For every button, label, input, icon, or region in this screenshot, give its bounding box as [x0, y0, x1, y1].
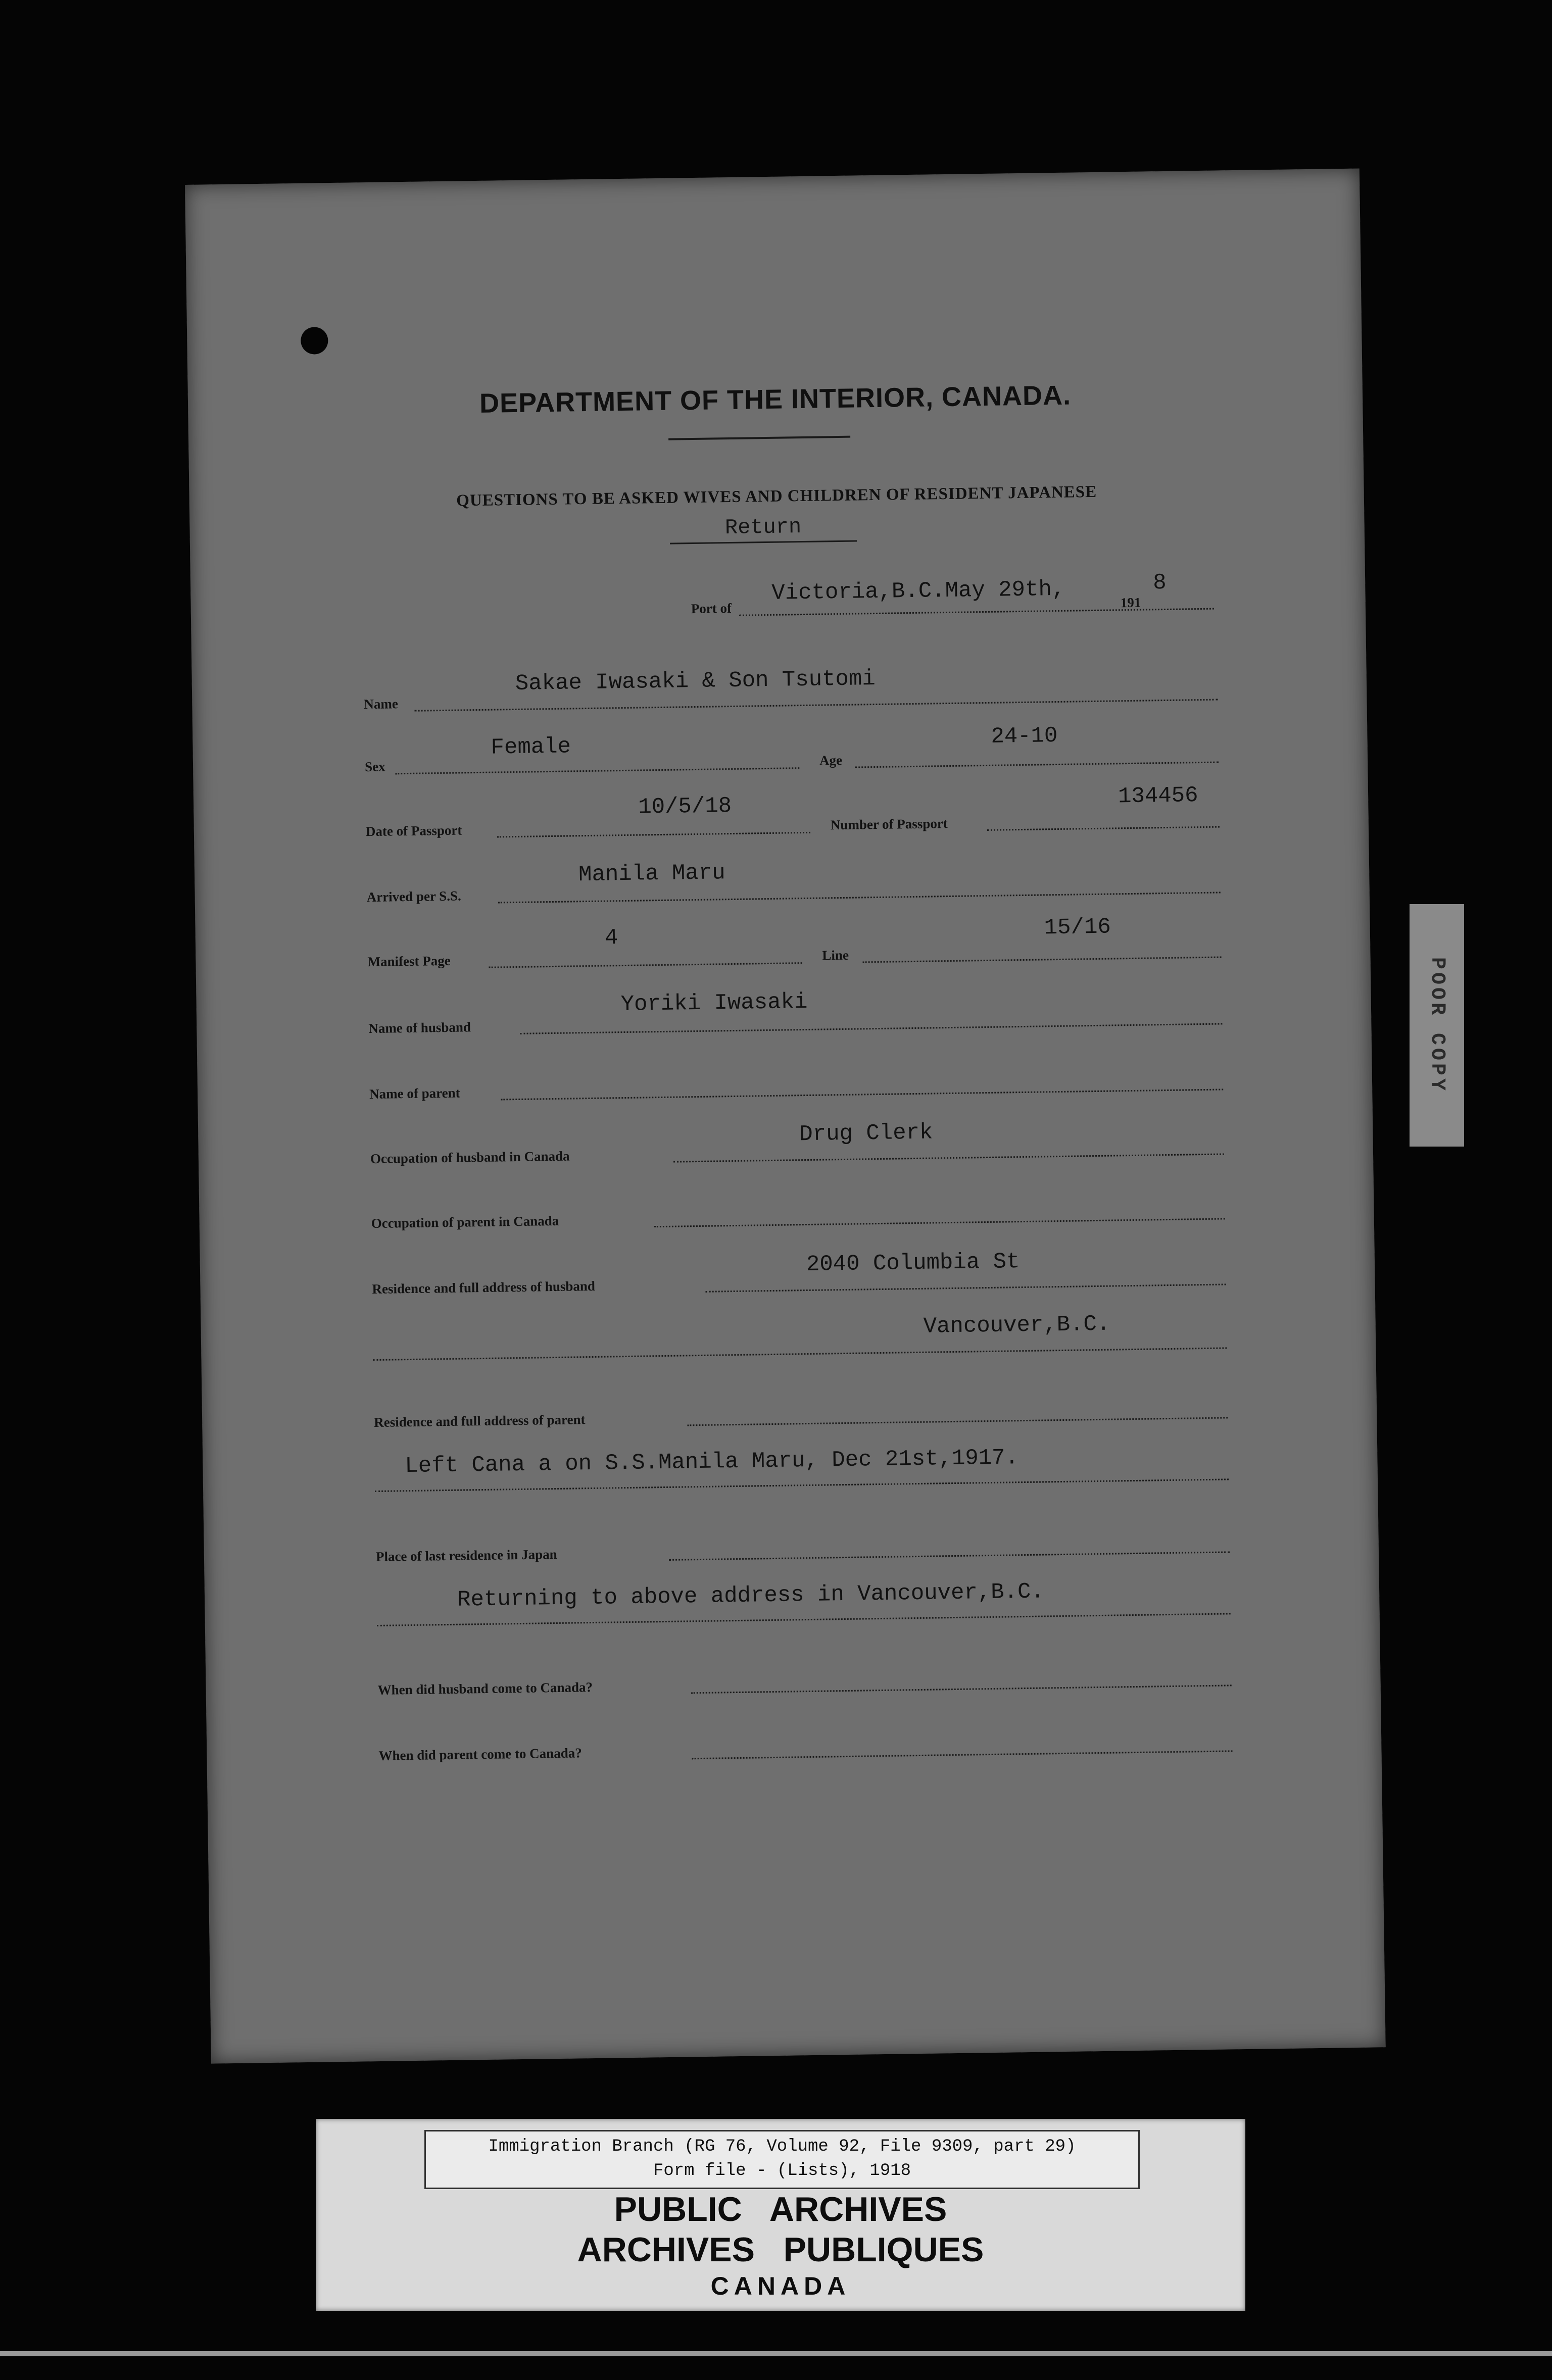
- japan-residence-label: Place of last residence in Japan: [375, 1546, 557, 1564]
- manifest-page-label: Manifest Page: [367, 953, 451, 970]
- port-line: [739, 608, 1214, 616]
- archive-reference: [424, 2130, 1140, 2189]
- husband-residence-value-2: Vancouver,B.C.: [923, 1311, 1110, 1340]
- husband-name-line: [520, 1023, 1223, 1034]
- parent-name-label: Name of parent: [369, 1085, 460, 1102]
- year-suffix: 8: [1152, 570, 1167, 596]
- parent-name-line: [501, 1088, 1223, 1100]
- husband-occupation-value: Drug Clerk: [799, 1120, 933, 1148]
- film-edge: [0, 2351, 1552, 2356]
- sex-label: Sex: [364, 759, 385, 775]
- number-of-passport-label: Number of Passport: [830, 816, 948, 833]
- questions-title: QUESTIONS TO BE ASKED WIVES AND CHILDREN OF RESIDENT JAPANESE: [456, 482, 1097, 510]
- parent-occupation-line: [654, 1218, 1225, 1227]
- port-label: Port of: [691, 600, 732, 617]
- date-of-passport-label: Date of Passport: [365, 822, 462, 839]
- parent-came-line: [692, 1750, 1233, 1759]
- poor-copy-label: POOR COPY: [1410, 904, 1464, 1147]
- archive-reference-line-1: Immigration Branch (RG 76, Volume 92, File 9309, part 29): [488, 2137, 1076, 2156]
- parent-came-label: When did parent come to Canada?: [378, 1745, 582, 1763]
- husband-occupation-line: [673, 1153, 1224, 1162]
- arrived-line: [498, 892, 1221, 904]
- port-value: Victoria,B.C.May 29th,: [771, 576, 1065, 606]
- husband-name-value: Yoriki Iwasaki: [620, 989, 808, 1018]
- year-prefix: 191: [1120, 594, 1141, 611]
- husband-name-label: Name of husband: [368, 1019, 471, 1036]
- name-line: [415, 699, 1218, 712]
- document-page: [185, 169, 1386, 2064]
- parent-residence-value: Left Cana a on S.S.Manila Maru, Dec 21st,1917.: [405, 1445, 1019, 1479]
- japan-residence-line-2: [377, 1613, 1231, 1626]
- date-of-passport-value: 10/5/18: [638, 794, 732, 820]
- age-label: Age: [819, 752, 843, 768]
- archive-reference-line-2: Form file - (Lists), 1918: [653, 2161, 911, 2180]
- manifest-page-value: 4: [604, 925, 618, 951]
- line-line: [863, 957, 1222, 963]
- japan-residence-value: Returning to above address in Vancouver,B.C.: [457, 1579, 1045, 1613]
- husband-residence-line: [706, 1283, 1226, 1292]
- number-of-passport-value: 134456: [1118, 783, 1198, 810]
- manifest-page-line: [489, 962, 802, 968]
- age-line: [855, 762, 1219, 768]
- parent-residence-label: Residence and full address of parent: [374, 1412, 586, 1430]
- punch-hole: [301, 327, 328, 355]
- name-value: Sakae Iwasaki & Son Tsutomi: [515, 666, 876, 697]
- husband-came-label: When did husband come to Canada?: [377, 1679, 593, 1698]
- husband-residence-value: 2040 Columbia St: [806, 1249, 1020, 1278]
- parent-occupation-label: Occupation of parent in Canada: [371, 1213, 559, 1231]
- name-label: Name: [364, 696, 399, 712]
- arrived-value: Manila Maru: [578, 860, 725, 888]
- heading-rule: [668, 436, 850, 440]
- parent-residence-line: [687, 1417, 1228, 1426]
- age-value: 24-10: [991, 723, 1058, 750]
- line-label: Line: [822, 947, 849, 963]
- parent-residence-line-2: [375, 1478, 1229, 1492]
- department-heading: DEPARTMENT OF THE INTERIOR, CANADA.: [479, 380, 1072, 419]
- archive-stamp: [316, 2119, 1245, 2311]
- archive-line-1: PUBLIC ARCHIVES: [614, 2190, 947, 2228]
- line-value: 15/16: [1044, 914, 1111, 941]
- arrived-label: Arrived per S.S.: [366, 888, 461, 905]
- archive-line-2: ARCHIVES PUBLIQUES: [577, 2230, 984, 2269]
- number-of-passport-line: [987, 826, 1220, 831]
- sex-line: [395, 767, 799, 774]
- sex-value: Female: [491, 734, 571, 761]
- husband-residence-label: Residence and full address of husband: [372, 1278, 596, 1297]
- archive-line-3: CANADA: [710, 2272, 851, 2300]
- japan-residence-line: [669, 1551, 1230, 1560]
- husband-came-line: [691, 1684, 1232, 1694]
- date-of-passport-line: [497, 832, 810, 838]
- husband-occupation-label: Occupation of husband in Canada: [370, 1148, 570, 1167]
- return-label: Return: [669, 514, 857, 544]
- husband-residence-line-2: [373, 1347, 1227, 1361]
